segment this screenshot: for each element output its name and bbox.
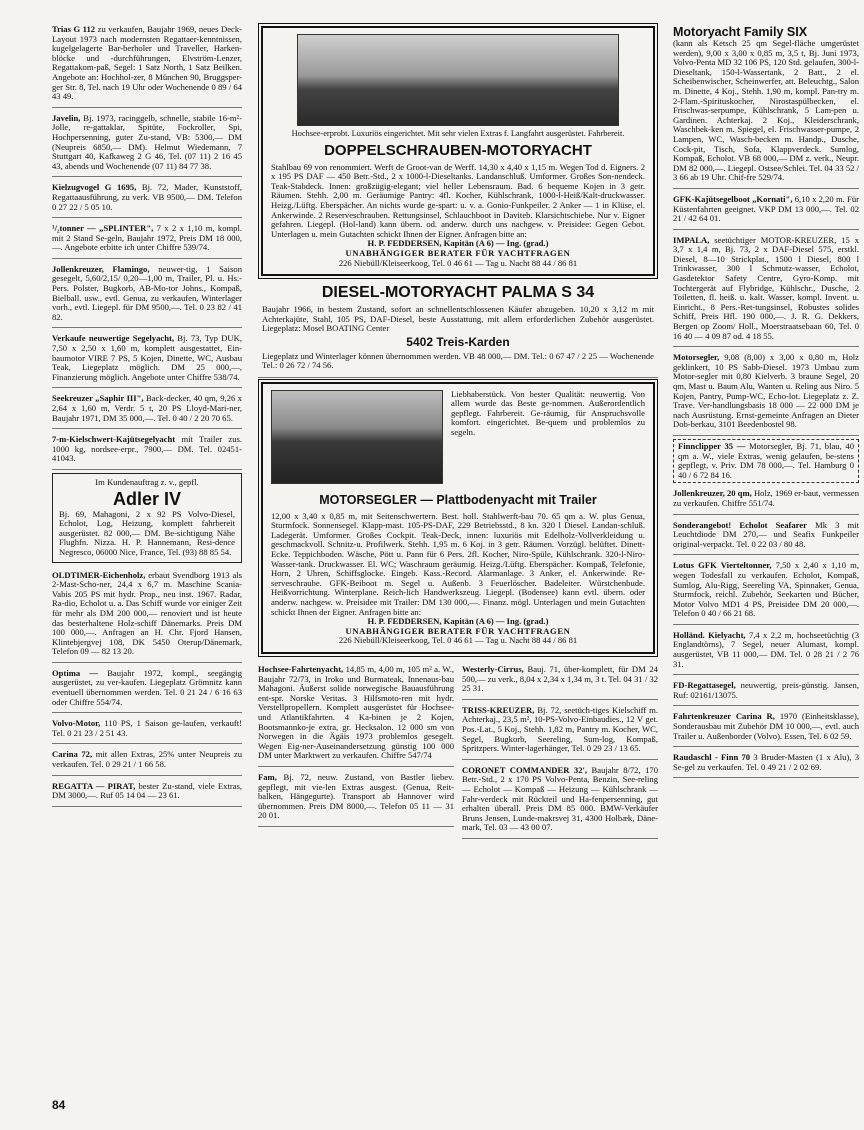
- classified-ad: [52, 747, 242, 775]
- ad-heading: IMPALA,: [673, 234, 710, 245]
- ad-text: 14,85 m, 4,00 m, 105 m² a. W., Baujahr 72/73, in Iroko und Burmateak, Innenaus-bau Mahagoni. Äußerst solide norwegische Bauausführung ent-spr. Norske Veritas. 3 Hilfsmoto-ren mit hydr. Verstellpropellern. Komplett ausgerüstet für Hochsee- und Atlantikfahrten. 4 Ka-binen je 2 Kojen, Bootsmannko-je extra, gr. Hecksalon. 12 000 sm von Norwegen in die Ägäis 1973 problemlos gesegelt. Wegen Eig-ner-Auseinandersetzung günstig 100 000 DM unter Marktwert zu verkaufen. Chiffre 547/74: [258, 664, 454, 761]
- classified-ad: [673, 192, 859, 230]
- ad-signature: H. P. FEDDERSEN, Kapitän (A 6) — Ing. (grad.): [367, 238, 549, 249]
- ad-text: (kann als Ketsch 25 qm Segel-fläche umgerüstet werden), 9,00 x 3,00 x 0,85 m, 3,5 t, Bj. Juni 1973, Volvo-Penta MD 32 106 PS, 120 Std. gelaufen, 300-l-Dieseltank, 150-l-Wassertank, 2 Batt., 2 el. Scheibenwischer, Scheinwerfer, att. Beleuchtg., Salon m. Dinette, 4 Koj., Stehh. 1,90 m, kompl. Pan-try m. 2-Flam.-Spirituskocher, Nirostaspülbecken, el. Frischwas-serpumpe, Kühlschrank, 5 Lam-pen u. Gardinen. Achterkaj. 2 Koj., Kleiderschrank, Waschbek-ken m. Spiegel, el. Frischwasser-pumpe, 2 Lampen, WC, Wasch-becken m. Handp., Dusche, Cock-pit, Tisch, Sofa, Klappverdeck. Sumlog, Kompaß, Echolot. VB 68 000,— DM z. verk., Neupr. DM 82 000,—. Liegepl. Ostsee/Schlei. Tel. 04 33 52 / 3 66 ab 19 Uhr. Chif-fre 529/74.: [673, 38, 859, 183]
- classified-ad: [673, 486, 859, 514]
- classified-ad: [673, 750, 859, 778]
- classified-ad: [52, 22, 242, 108]
- ad-text: Mk 3 mit Leuchtdiode DM 270,— und Seafix Funkpeiler original-verpackt. Tel. 0 22 03 / 80 48.: [673, 519, 859, 549]
- classified-ad: [52, 111, 242, 178]
- ad-text: 1970 (Einheitsklasse), Sonderausbau mit Zubehör DM 10 000,—, evtl. auch Trailer u. Außenborder (Volvo). Essen, Tel. 6 02 59.: [673, 711, 859, 741]
- ad-heading: Raudaschl - Finn 70: [673, 752, 751, 763]
- classified-ad: [673, 518, 859, 556]
- ad-text: Bj. 72, Mader, Kunststoff, Regattaausführung, zu verk. VB 9500,— DM. Telefon 0 27 22 / 5 05 10.: [52, 182, 242, 212]
- classified-ad: [673, 22, 859, 189]
- classified-list: [52, 22, 242, 470]
- classified-ad: [52, 779, 242, 807]
- adler-body: Bj. 69, Mahagoni, 2 x 92 PS Volvo-Diesel, Echolot, Log, Heizung, komplett fahrbereit ausgerüstet. 82 000,— DM. Be-sichtigung Nähe Flughfn. Nizza. H. P. Hannemann, Resi-dence Negresco, 06000 Nice, France, Tel. (93) 88 85 54.: [59, 508, 235, 557]
- ad-heading: REGATTA — PIRAT,: [52, 780, 136, 791]
- ad-heading: Motorsegler,: [673, 352, 720, 363]
- ad-heading: Trias G 112: [52, 24, 96, 34]
- display-ad-palma: [258, 284, 658, 378]
- classified-ad: [673, 439, 859, 483]
- ad-heading: Motoryacht Family SIX: [673, 25, 808, 39]
- classified-ad: [462, 763, 658, 839]
- right-column: [673, 22, 859, 781]
- classified-ad: [52, 331, 242, 388]
- ad-body: 12,00 x 3,40 x 0,85 m, mit Seitenschwertern. Best. holl. Stahlwerft-bau 70. 65 qm a. W. plus Genua, Sturmfock. Sonnensegel. Klapp-mast. 105-PS-DAF, 229 Betriebsstd., 8 kn. 320 l Diesel. Landan-schluß. Ladegerät. Umformer. Großes Cockpit. Teak-Deck, innen: luxuriös mit Edelholz-Vollverkleidung u. geschmackvoll. Schnitz-u. Profilwerk. Stehh. 1,95 m. 6 Koj. in 3 getr. Räumen. Vorzügl. belüftet. Dinett-Ecke. Teppichboden. Wäsche, Pött u. Pann für 6 Pers. 2fl. Kocher, Niro-Spüle, Kühlschrank. 320-l-Niro-Wasser-tank. Druckwasser. El. WC; Waschraum geräumig. Heizg./Lüftg. Eberspächer. Kompaß, Telefonie, Horn, 2 Uhren, Schiffsglocke. Eingeb. Kass.-Record. Alarmanlage. 3 Anker, el. Ankerwinde. Re-serveschraube. GFK-Beiboot m. Segel u. Außenb. 3 Feuerlöscher. Badeleiter. Würstchenbude. Heißvorrichtung. Winterplane. Reich-lich Handwerkszeug. Liegepl. (Bodensee) kann evtl. übern. oder anderw. nachgew. w. Preisidee mit Trailer: DM 130 000,—. Finanz. mögl. Unterlagen und mein Gutachten schickt Ihnen der Eigner. Anfragen bitte an:: [271, 510, 645, 617]
- ad-heading: Holländ. Kielyacht,: [673, 629, 746, 640]
- classified-ad: [673, 350, 859, 436]
- yacht-photo: [297, 34, 619, 126]
- ad-heading: CORONET COMMANDER 32',: [462, 764, 588, 775]
- classified-ad: [52, 432, 242, 470]
- classified-ad: [52, 568, 242, 663]
- ad-text: Bj. 1973, racinggelb, schnelle, stabile 16-m²-Jolle, re-gattaklar, Spitüte, Fockroller, Spi, Hochpersenning, guter Zu-stand, VB: 5300,— DM (Neupreis 6850,— DM). Helmut Wiedemann, 7 Stuttgart 40, Kafkaweg 2 G 46, Tel. (07 11) 2 16 45 43, abends und Wochenende (07 11) 84 77 38.: [52, 112, 242, 171]
- ad-headline: DIESEL-MOTORYACHT PALMA S 34: [321, 284, 595, 302]
- adler-name: Adler IV: [112, 488, 182, 509]
- ad-text: Baujahr 1972, kompl., seegängig ausgerüstet, zu ver-kaufen. Liegeplatz Grömnitz kann eventuell übernommen werden. Tel. 0 21 24 / 6 16 63 oder Chiffre 554/74.: [52, 667, 242, 707]
- middle-bottom: [258, 662, 658, 842]
- middle-column: [258, 22, 658, 842]
- classified-ad: [52, 262, 242, 329]
- ad-footer: Liegeplatz und Winterlager können übernommen werden. VB 48 000,— DM. Tel.: 0 67 47 / 2 25 — Wochenende Tel.: 0 26 72 / 74 56.: [262, 350, 654, 371]
- ad-heading: Sonderangebot! Echolot Seafarer: [673, 519, 807, 530]
- classified-ad: [52, 221, 242, 259]
- classified-ad: [52, 666, 242, 713]
- ad-heading: GFK-Kajütsegelboot „Kornati",: [673, 193, 793, 204]
- adler-ad: [52, 473, 242, 563]
- ad-text: Bauj. 71, über-komplett, für DM 24 500,— zu verk., 8,04 x 2,34 x 1,34 m, 3 t. Tel. 04 31 / 32 25 31.: [462, 664, 658, 694]
- classified-ad: [52, 180, 242, 218]
- ad-heading: Fam,: [258, 771, 277, 782]
- ad-heading: TRISS-KREUZER,: [462, 704, 535, 715]
- ad-heading: Westerly-Cirrus,: [462, 664, 524, 674]
- ad-heading: Fahrtenkreuzer Carina R,: [673, 711, 775, 722]
- ad-heading: Jollenkreuzer, 20 qm,: [673, 488, 752, 499]
- classified-ad: [462, 662, 658, 700]
- ad-heading: Seekreuzer „Saphir III",: [52, 393, 144, 404]
- ad-heading: FD-Regattasegel,: [673, 680, 736, 691]
- ad-text: Baujahr 8/72, 170 Betr.-Std., 2 x 170 PS Volvo-Penta, Benzin, See-reling — Echolot — Kompaß — Heizung — Kühlschrank — Fahr-verdeck mit Rückteil und Ha-fenpersenning, gut erhalten überall. Preis DM 85 000. BMW-Verkäufer Bruns Jensen, Lunde-makrsvej 31, 4300 Holbæk, Däne-mark, Tel. 03 — 43 00 07.: [462, 764, 658, 833]
- ad-heading: Kielzugvogel G 1695,: [52, 182, 137, 193]
- ad-text: Bj. 72, neuw. Zustand, von Bastler liebev. gepflegt, mit vie-len Extras ausgest. (Genua, Reit-balken, Hängegurte). Transport ab Hannover wird übernommen. Preis DM 8000,—. Telefon 05 11 — 31 20 01.: [258, 771, 454, 821]
- ad-text: Bj. 72, seetüch-tiges Kielschiff m. Achterkaj., 23,5 m², 10-PS-Volvo-Einbaudies., 12 V get. Pos.-Lat., 5 Koj., Stehh. 1,82 m, Pantry m. Kocher, WC, Segel, Bugkorb, Seereling, Sum-log, Kompaß, Spritzpers. Winter-lagerhänger, Tel. 0 29 23 / 13 65.: [462, 704, 658, 754]
- classified-ad: [673, 233, 859, 348]
- ad-side-text: Liebhaberstück. Von bester Qualität: neuwertig. Von allem wurde das Beste ge-nommen. Außerordentlich gepflegt. Fahrbereit. Ge-räumig, für Anspruchsvolle komfort. eingerichtet. Be-quem und problemlos zu segeln.: [451, 388, 645, 438]
- ad-text: mit allen Extras, 25% unter Neupreis zu verkaufen. Tel. 0 29 21 / 1 66 58.: [52, 749, 243, 770]
- ad-heading: Hochsee-Fahrtenyacht,: [258, 664, 344, 674]
- classified-ad: [673, 709, 859, 747]
- classified-list-3: [258, 662, 454, 842]
- classified-list-4: [462, 662, 658, 842]
- ad-heading: Carina 72,: [52, 749, 93, 760]
- ad-text: 3 Bruder-Masten (1 x Alu), 3 Se-gel zu verkaufen. Tel. 0 49 21 / 2 02 69.: [673, 752, 859, 772]
- left-column: [52, 22, 242, 810]
- ad-text: erbaut Svendborg 1913 als 2-Mast-Scho-ner, 24,4 x 6,7 m. Maschine Scania-Vabis 205 PS mit hydr. Prop., neu inst. 1967. Radar, Ra-dio, Echolot u. a. Das Schiff wurde vor einiger Zeit für mehr als DM 200 000,— renoviert und ist heute das besterhaltene Holz-schiff Dänemarks. Preis DM 100 000,—. Anfragen an H. Chr. Fjord Hansen, Klintebjergvej 108, DK 5450 Oterup/Dänemark, Telefon 09 — 82 13 20.: [52, 569, 242, 657]
- adler-intro: Im Kundenauftrag z. v., gepfl.: [95, 476, 199, 487]
- ad-text: zu verkaufen, Baujahr 1969, neues Deck-Layout 1973 nach modernsten Regattaer-kenntnissen, kugelgelagerte Bar-berholer und Traveller, Harken-blöcke und -durchführungen, Elvström-Lenzer, Regattakom-paß, Segel: 1 Satz North, 1 Satz Beilken. Angebote an: Hochhol-zer, 8 München 90, Bruggsper-ger Str. 8, Tel. nach 19 Uhr oder Wochenende 0 89 / 64 43 49.: [52, 24, 242, 102]
- ad-text: Holz, 1969 er-baut, vermessen zu verkaufen. Chiffre 551/74.: [673, 488, 860, 508]
- ad-signature-sub: UNABHÄNGIGER BERATER FÜR YACHTFRAGEN: [345, 247, 571, 258]
- classified-list-2: [52, 568, 242, 807]
- ad-body: Stahlbau 69 von renommiert. Werft de Groot-van de Werff. 14,30 x 4,40 x 1,15 m. Wegen Tod d. Eigners. 2 x 195 PS DAF — 450 Betr.-Std., 2 x 1000-l-Dieseltanks. Landanschluß. Umformer. Großes Son-nendeck. Teak-Stabdeck. Innen: großzügig-elegant; viel heller Lebensraum. Bad. 6 bequeme Kojen in 3 getr. Räumen. Stehh. 2,00 m. Geräumige Pantry: 4fl. Kocher, Kühlschrank, 1000-l-Heiß/Kalt-druckwasser. Heizg./Lüftg. Eberspächer. An nichts wurde ge-spart: u. v. a. Gonio-Funkpeiler. 2 Anker — 1 in Klüse, el. Ankerwinde. 2 Reserveschrauben. Rettungsinsel, Schlauchboot in Daviteb. Klarsichtschiebe. Nur v. Eigner gefahren. Liegepl. (Hol-land) kann übern. od. anderw. durch uns nachgew. v. Preisidee: Gegen Gebot. Unterlagen u. mein Gutachten schickt Ihnen der Eigner. Anfragen bitte an:: [271, 161, 645, 239]
- ad-heading: Volvo-Motor,: [52, 718, 101, 729]
- ad-text: Motorsegler, Bj. 71, blau, 40 qm a. W., viele Extras, wenig gelaufen, be-stens gepflegt, v. Priv. DM 78 000,—. Tel. Hamburg 0 40 / 6 72 84 16.: [678, 440, 854, 480]
- ad-signature: H. P. FEDDERSEN, Kapitän (A 6) — Ing. (grad.): [367, 616, 549, 627]
- classified-ad: [52, 716, 242, 744]
- ad-text: 7 x 2 x 1,10 m, kompl. mit 2 Stand Se-geln, Baujahr 1972, Preis DM 18 000,—. Angebote erbitte ich unter Chiffre 539/74.: [52, 223, 243, 253]
- ad-heading: Verkaufe neuwertige Segelyacht,: [52, 333, 174, 344]
- classified-ad: [673, 628, 859, 675]
- sailboat-photo: [271, 390, 443, 484]
- ad-signature-sub: UNABHÄNGIGER BERATER FÜR YACHTFRAGEN: [345, 625, 571, 636]
- ad-heading: ¹/₂tonner — „SPLINTER",: [52, 223, 154, 234]
- classified-ad: [673, 678, 859, 706]
- ad-heading: Lotus GFK Vierteltonner,: [673, 560, 772, 571]
- page-number: 84: [52, 1098, 66, 1112]
- display-ad-motorsegler: [261, 382, 655, 654]
- ad-text: 7,50 x 2,40 x 1,10 m, wegen Todesfall zu verkaufen. Echolot, Kompaß, Sumlog, Alu-Rigg, Seereling VA, Spinnaker, Genua, Sturmfock, reichl. Zubehör, Seekarten und Bücher, Motor Volvo MD1 4 PS, Preisidee DM 20 000,—. Telefon 0 40 / 66 21 68.: [673, 560, 860, 619]
- ad-text: neuwertig, preis-günstig. Jansen, Ruf: 02161/13075.: [673, 680, 860, 700]
- ad-heading: 7-m-Kielschwert-Kajütsegelyacht: [52, 434, 176, 445]
- classified-ad: [258, 770, 454, 827]
- ad-text: seetüchtiger MOTOR-KREUZER, 15 x 3,7 x 1,4 m, Bj. 73, 2 x DAF-Diesel 575, erstkl. Diesel, 8—10 Strickplat., 1500 l Diesel, 800 l Trinkwasser, 300 l Schmutz-wasser, Echolot, Gasdetektor Safety Centre, Gyro-Komp. mit Tochtergerät auf Flybridge, Kühlschr., Dusche, 2 Toiletten, fl. heiß. u. kalt. Wasser, kompl. Invent. u. Einricht., 8 Pers.-Ret-tungsinsel, Robustes solides Schiff, Preis Hfl. 190 000,—. J. R. G. Dekkers, Bergen op Zoom/ Holl., Moerstraatsebaan 60, Tel. 0 16 40 — 4 09 87 od. 4 18 55.: [673, 234, 859, 341]
- ad-text: mit Trailer zus. 1000 kg, nordsee-erpr., 7900,— DM. Tel. 02451-41043.: [52, 434, 243, 464]
- classified-ad: [258, 662, 454, 767]
- classified-ad: [52, 391, 242, 429]
- ad-signature-address: 226 Niebüll/Kleiseerkoog, Tel. 0 46 61 — Tag u. Nacht 88 44 / 86 81: [338, 635, 578, 646]
- ad-heading: Optima —: [52, 667, 98, 678]
- ad-signature-address: 226 Niebüll/Kleiseerkoog, Tel. 0 46 61 — Tag u. Nacht 88 44 / 86 81: [338, 257, 578, 268]
- classified-ad: [462, 703, 658, 760]
- ad-text: bester Zu-stand, viele Extras, DM 3000,—. Ruf 05 14 04 — 23 61.: [52, 780, 242, 801]
- ad-headline: DOPPELSCHRAUBEN-MOTORYACHT: [324, 141, 592, 159]
- classified-list-5: [673, 22, 859, 778]
- ad-heading: OLDTIMER-Eichenholz,: [52, 569, 146, 580]
- ad-text: neuwer-tig, 1 Saison gesegelt, 5,60/2,15/ 0,20—1,00 m, Trailer, Pl. u. Hs.-Pers. Polster, Bugkorb, AB-Mo-tor Johns., Kompaß, Bielball. usw., evtl. Genua, zu verkaufen, Winterlager vorh., evtl. Liegepl. für DM 9500,—. Tel. 0 23 82 / 41 82.: [52, 263, 243, 322]
- ad-heading: Finnclipper 35 —: [678, 440, 746, 451]
- ad-text: 6,10 x 2,20 m. Für Küstenfahrten geeignet. VKP DM 13 000,—. Tel. 02 21 / 42 64 01.: [673, 193, 859, 224]
- ad-heading: Jollenkreuzer, Flamingo,: [52, 263, 150, 274]
- classified-ad: [673, 558, 859, 625]
- ad-text: Bj. 73, Typ DUK, 7,50 x 2,50 x 1,60 m, komplett ausgestattet, Ein-baumotor VIRE 7 PS, 5 Kojen, Dinette, WC, Ausbau Teak, Liegeplatz möglich. DM 25 000,—, Finanzierung möglich. Angebote unter Chiffre 538/74.: [52, 333, 242, 382]
- ad-place: 5402 Treis-Karden: [406, 334, 510, 349]
- ad-heading: Javelin,: [52, 112, 81, 123]
- ad-body: Baujahr 1966, in bestem Zustand, sofort an schnellentschlossenen Käufer abzugeben. 10,20 x 3,12 m mit Achterkajüte, Stahl, 105 PS, DAF-Diesel, beste Ausstattung, mit allem erforderlichen Zubehör ausgerüstet. Liegeplatz: Mosel BOATING Center: [262, 304, 654, 334]
- ad-headline: MOTORSEGLER — Plattbodenyacht mit Trailer: [319, 492, 597, 507]
- ad-text: 9,08 (8,00) x 3,00 x 0,80 m, Holz geklinkert, 10 PS Sabb-Diesel. 1973 Umbau zum Motor-segler mit 0,80 Kielverb. 3 braune Segel, 20 qm, Mast u. Baum Alu, Wanten u. Reling aus Niro. 5 Kojen, Pantry, Pump-WC, Echo-lot. Liegeplatz z. Z. Trave. Ver-handlungsbasis 18 000 — 22 000 DM je nach Ausrüstung. Ernst-gemeinte Anfragen an Dieter Dob-berkau, 3101 Beedenbostel 98.: [673, 352, 859, 430]
- ad-text: 110 PS, 1 Saison ge-laufen, verkauft! Tel. 0 21 23 / 2 51 43.: [52, 718, 242, 738]
- ad-caption: Hochsee-erprobt. Luxuriös eingerichtet. Mit sehr vielen Extras f. Langfahrt ausgerüstet. Fahrbereit.: [291, 129, 625, 138]
- ad-text: 7,4 x 2,2 m, hochseetüchtig (3 Englandtörns), 7 Segel, neuer Alumast, kompl. ausgerüstet, VB 11 000,— DM. Tel. 0 28 21 / 2 76 31.: [673, 629, 860, 669]
- display-ad-doppelschrauben: [261, 26, 655, 276]
- ad-text: Back-decker, 40 qm, 9,26 x 2,64 x 1,60 m, Verdr. 5 t, 20 PS Lloyd-Mari-ner, Baujahr 1971, DM 35 000,—. Tel. 0 40 / 2 20 70 65.: [52, 393, 242, 423]
